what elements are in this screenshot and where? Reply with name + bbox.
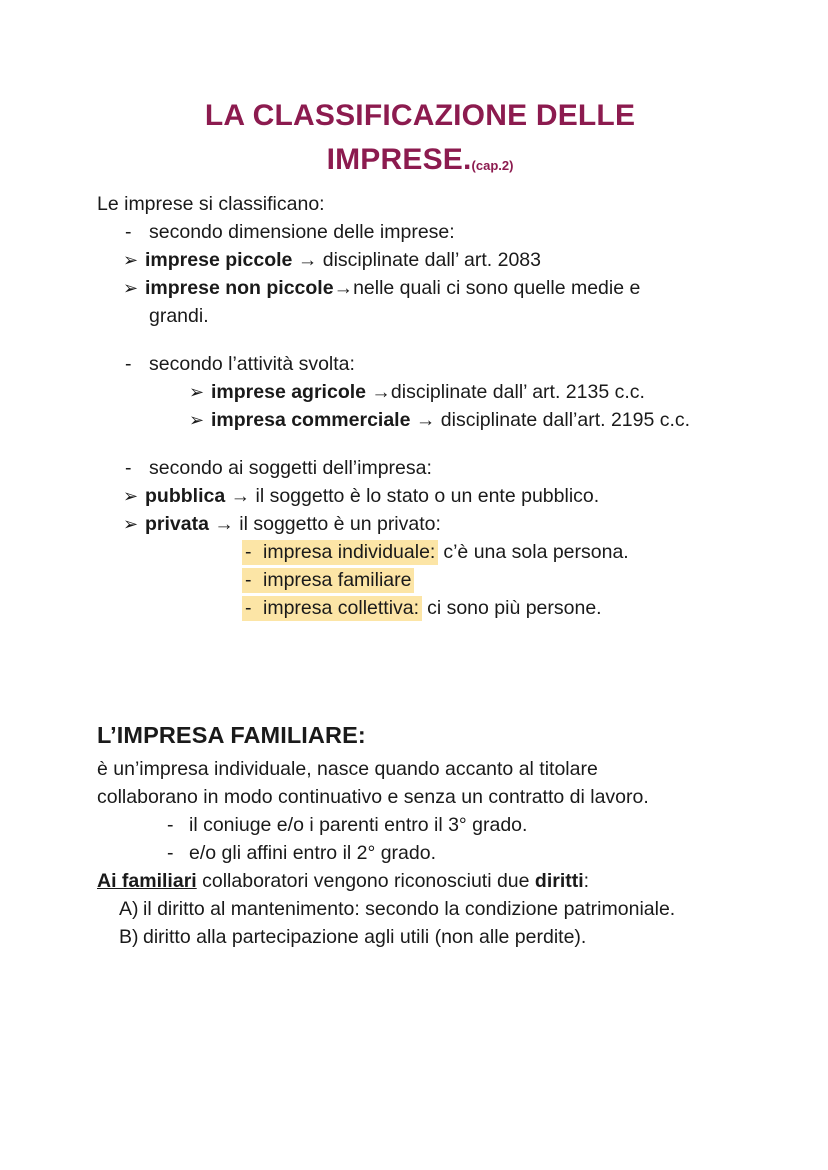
dash-marker: - bbox=[125, 221, 132, 243]
rights-intro bbox=[97, 867, 797, 895]
family-condition-2-text: e/o gli affini entro il 2° grado. bbox=[189, 842, 437, 864]
title-line-1: LA CLASSIFICAZIONE DELLE bbox=[204, 99, 636, 132]
right-item-a-label: A) bbox=[119, 898, 139, 920]
criterion-1-item-2-term: imprese non piccole bbox=[145, 277, 334, 299]
highlighted-item-1-mark bbox=[242, 540, 438, 565]
family-business-heading: L’IMPRESA FAMILIARE: bbox=[97, 722, 366, 748]
rights-intro-keyword: diritti bbox=[534, 870, 584, 892]
right-item-a-text: il diritto al mantenimento: secondo la condizione patrimoniale. bbox=[143, 898, 676, 920]
dash-marker: - bbox=[167, 842, 174, 864]
highlighted-sublist bbox=[242, 538, 787, 622]
criterion-2-item-2-rest: → disciplinate dall’art. 2195 c.c. bbox=[410, 409, 691, 431]
criterion-1-item-1-term: imprese piccole bbox=[145, 249, 293, 271]
criterion-1-item-2 bbox=[123, 274, 787, 302]
criterion-3-item-2-term: privata bbox=[145, 513, 209, 535]
family-condition-1 bbox=[167, 811, 797, 839]
criterion-1-item-2-continuation: grandi. bbox=[149, 305, 209, 327]
arrow-bullet-icon: ➢ bbox=[189, 410, 205, 430]
dash-marker: - bbox=[245, 569, 252, 591]
right-item-b-label: B) bbox=[119, 926, 139, 948]
criterion-2-item-1-term: imprese agricole bbox=[211, 381, 366, 403]
criterion-3-item-1-rest: → il soggetto è lo stato o un ente pubblico. bbox=[225, 485, 600, 507]
right-item-b-text: diritto alla partecipazione agli utili (non alle perdite). bbox=[143, 926, 587, 948]
criterion-1-label bbox=[125, 218, 787, 246]
family-business-section bbox=[97, 720, 797, 951]
highlighted-item-2 bbox=[242, 566, 787, 594]
document-title bbox=[100, 98, 740, 183]
rights-intro-middle: collaboratori vengono riconosciuti due bbox=[196, 870, 535, 892]
arrow-bullet-icon: ➢ bbox=[123, 486, 139, 506]
dash-marker: - bbox=[245, 597, 252, 619]
highlighted-item-2-mark bbox=[242, 568, 414, 593]
right-item-a bbox=[119, 895, 797, 923]
family-business-paragraph-line-1: è un’impresa individuale, nasce quando accanto al titolare bbox=[97, 758, 598, 780]
dash-marker: - bbox=[167, 814, 174, 836]
family-condition-1-text: il coniuge e/o i parenti entro il 3° grado. bbox=[189, 814, 528, 836]
criterion-3-text: secondo ai soggetti dell’impresa: bbox=[149, 457, 432, 479]
criterion-1-text: secondo dimensione delle imprese: bbox=[149, 221, 455, 243]
highlighted-item-1-trailing: c’è una sola persona. bbox=[443, 541, 629, 563]
classification-body bbox=[97, 190, 787, 622]
criterion-2-label bbox=[125, 350, 787, 378]
arrow-bullet-icon: ➢ bbox=[123, 514, 139, 534]
criterion-2-item-1-rest: →disciplinate dall’ art. 2135 c.c. bbox=[366, 381, 645, 403]
dash-marker: - bbox=[245, 541, 252, 563]
criterion-2-text: secondo l’attività svolta: bbox=[149, 353, 355, 375]
spacer bbox=[97, 330, 787, 350]
criterion-1-item-2-rest: →nelle quali ci sono quelle medie e bbox=[333, 277, 641, 299]
rights-intro-end: : bbox=[583, 870, 590, 892]
highlighted-item-1 bbox=[242, 538, 787, 566]
highlighted-item-3-term: impresa collettiva: bbox=[263, 597, 420, 619]
criterion-3-item-1-term: pubblica bbox=[145, 485, 226, 507]
highlighted-item-3 bbox=[242, 594, 787, 622]
spacer bbox=[97, 434, 787, 454]
criterion-3-item-1 bbox=[123, 482, 787, 510]
highlighted-item-2-term: impresa familiare bbox=[263, 569, 412, 591]
criterion-3-item-2 bbox=[123, 510, 787, 538]
arrow-bullet-icon: ➢ bbox=[123, 278, 139, 298]
highlighted-item-2-trailing bbox=[414, 569, 419, 591]
right-item-b bbox=[119, 923, 797, 951]
dash-marker: - bbox=[125, 457, 132, 479]
criterion-2-item-2 bbox=[189, 406, 787, 434]
criterion-2-item-1 bbox=[189, 378, 787, 406]
criterion-3-label bbox=[125, 454, 787, 482]
criterion-2-item-2-term: impresa commerciale bbox=[211, 409, 411, 431]
criterion-1-item-1-rest: → disciplinate dall’ art. 2083 bbox=[292, 249, 541, 271]
family-condition-2 bbox=[167, 839, 797, 867]
highlighted-item-3-mark bbox=[242, 596, 422, 621]
title-chapter-note: (cap.2) bbox=[471, 158, 514, 173]
highlighted-item-1-term: impresa individuale: bbox=[263, 541, 436, 563]
title-main-text: IMPRESE. bbox=[326, 143, 472, 176]
arrow-bullet-icon: ➢ bbox=[123, 250, 139, 270]
family-business-paragraph-line-2: collaborano in modo continuativo e senza un contratto di lavoro. bbox=[97, 786, 649, 808]
title-line-2 bbox=[100, 142, 740, 183]
highlighted-item-3-trailing: ci sono più persone. bbox=[427, 597, 602, 619]
criterion-1-item-1 bbox=[123, 246, 787, 274]
arrow-bullet-icon: ➢ bbox=[189, 382, 205, 402]
criterion-3-item-2-rest: → il soggetto è un privato: bbox=[208, 513, 441, 535]
intro-lead: Le imprese si classificano: bbox=[97, 193, 325, 215]
dash-marker: - bbox=[125, 353, 132, 375]
rights-intro-emphasis: Ai familiari bbox=[97, 870, 197, 892]
